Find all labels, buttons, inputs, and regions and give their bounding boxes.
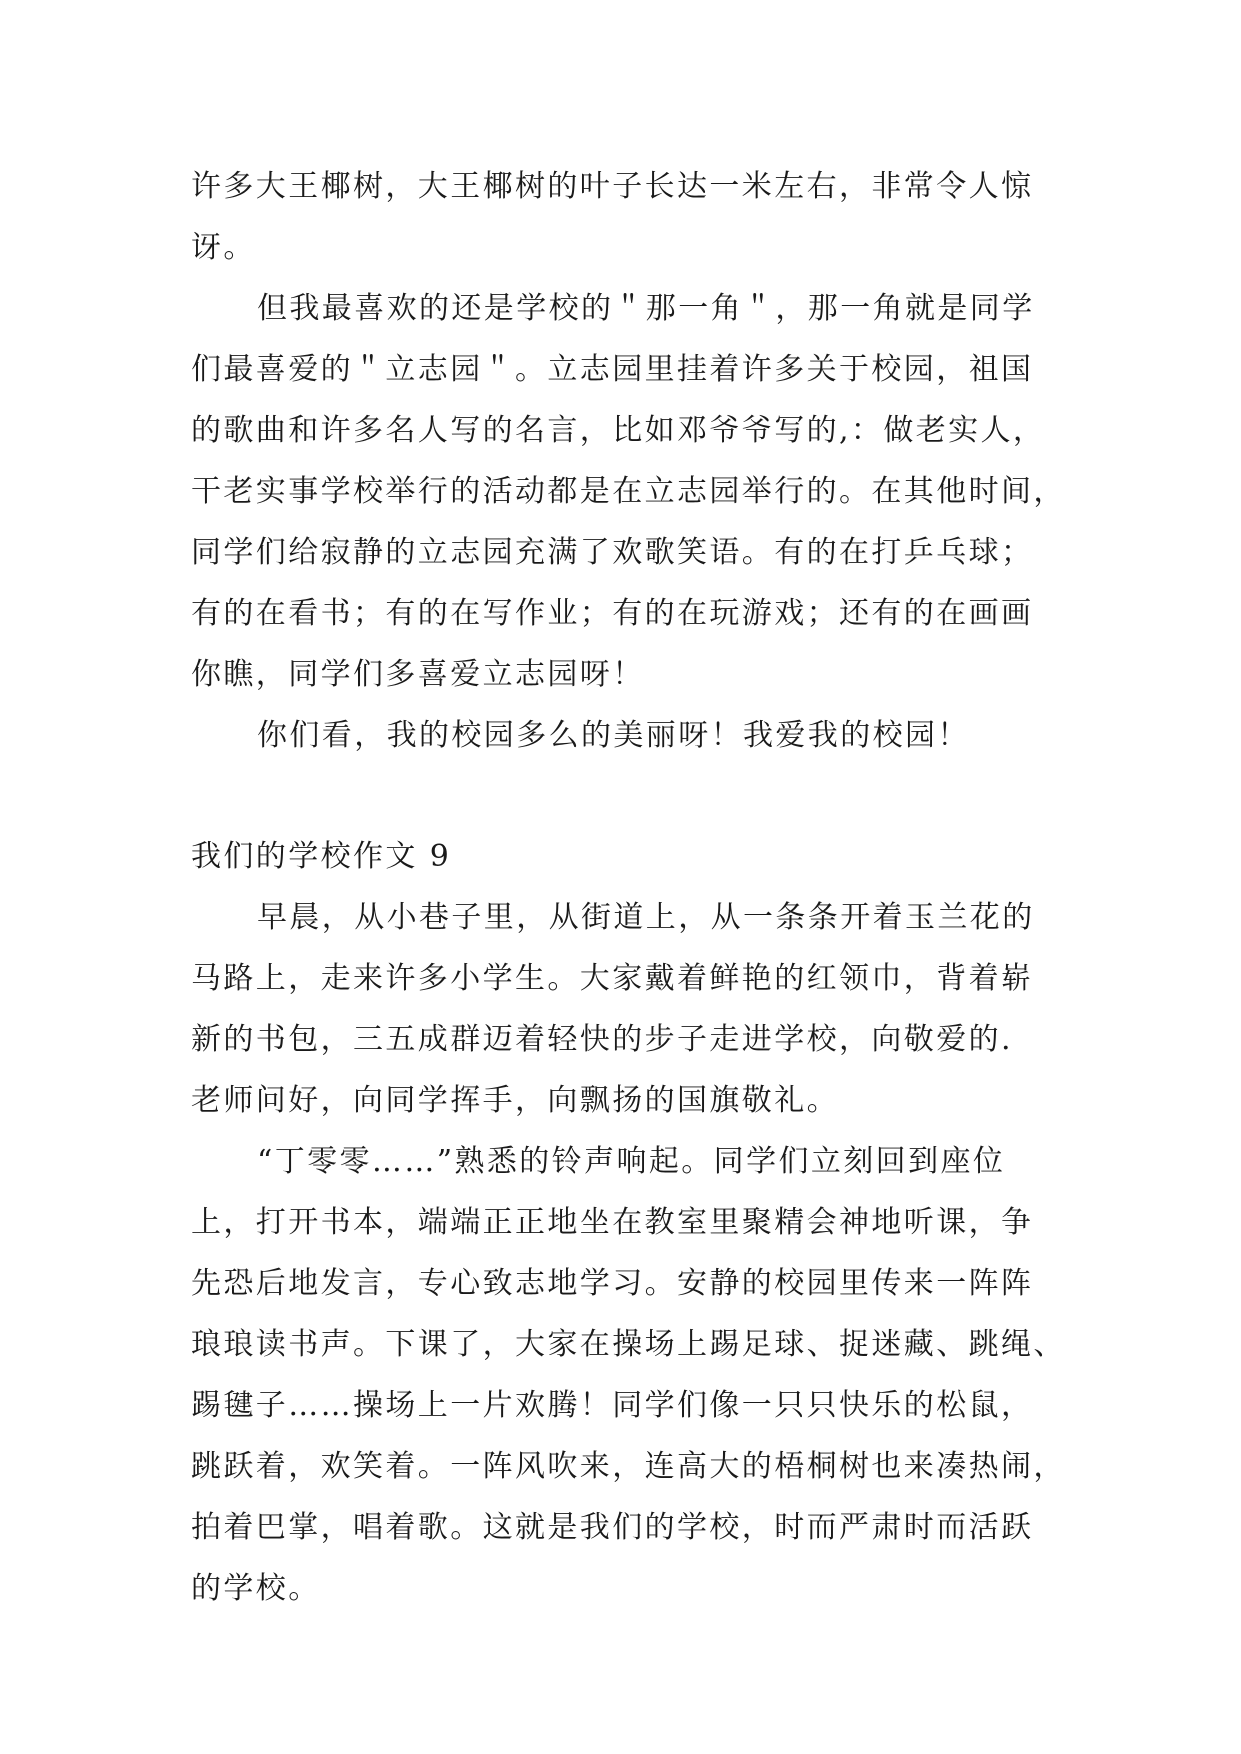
section-gap	[191, 766, 1061, 826]
paragraph-conclusion	[191, 705, 1061, 766]
document-body	[191, 156, 1066, 1619]
text-line: 马路上，走来许多小学生。大家戴着鲜艳的红领巾，背着崭	[191, 961, 1034, 996]
text-line: “丁零零……”熟悉的铃声响起。同学们立刻回到座位	[257, 1144, 1006, 1179]
paragraph-morning	[191, 887, 1061, 1131]
text-line: 的歌曲和许多名人写的名言，比如邓爷爷写的,：做老实人，	[191, 413, 1046, 448]
text-line: 新的书包，三五成群迈着轻快的步子走进学校，向敬爱的.	[191, 1022, 1013, 1057]
text-line: 琅琅读书声。下课了，大家在操场上踢足球、捉迷藏、跳绳、	[191, 1327, 1066, 1362]
text-line: 老师问好，向同学挥手，向飘扬的国旗敬礼。	[191, 1083, 839, 1118]
paragraph-school-bell	[191, 1131, 1066, 1619]
text-line: 早晨，从小巷子里，从街道上，从一条条开着玉兰花的	[257, 900, 1035, 935]
text-line: 许多大王椰树，大王椰树的叶子长达一米左右，非常令人惊	[191, 169, 1034, 204]
paragraph-favorite-corner	[191, 278, 1066, 705]
text-line: 们最喜爱的＂立志园＂。立志园里挂着许多关于校园，祖国	[191, 352, 1034, 387]
text-line: 上，打开书本，端端正正地坐在教室里聚精会神地听课，争	[191, 1205, 1034, 1240]
text-line: 讶。	[191, 230, 256, 265]
text-line: 先恐后地发言，专心致志地学习。安静的校园里传来一阵阵	[191, 1266, 1034, 1301]
text-line: 干老实事学校举行的活动都是在立志园举行的。在其他时间，	[191, 474, 1066, 509]
text-line: 踢毽子……操场上一片欢腾！同学们像一只只快乐的松鼠，	[191, 1388, 1034, 1423]
text-line: 有的在看书；有的在写作业；有的在玩游戏；还有的在画画	[191, 596, 1034, 631]
text-line: 拍着巴掌，唱着歌。这就是我们的学校，时而严肃时而活跃	[191, 1510, 1034, 1545]
text-line: 的学校。	[191, 1571, 321, 1606]
text-line: 同学们给寂静的立志园充满了欢歌笑语。有的在打乒乓球；	[191, 535, 1034, 570]
text-line: 你们看，我的校园多么的美丽呀！我爱我的校园！	[257, 718, 970, 753]
paragraph-continued	[191, 156, 1061, 278]
text-line: 你瞧，同学们多喜爱立志园呀！	[191, 657, 645, 692]
text-line: 跳跃着，欢笑着。一阵风吹来，连高大的梧桐树也来凑热闹，	[191, 1449, 1066, 1484]
text-line: 但我最喜欢的还是学校的＂那一角＂，那一角就是同学	[257, 291, 1035, 326]
section-title: 我们的学校作文 9	[191, 839, 452, 874]
